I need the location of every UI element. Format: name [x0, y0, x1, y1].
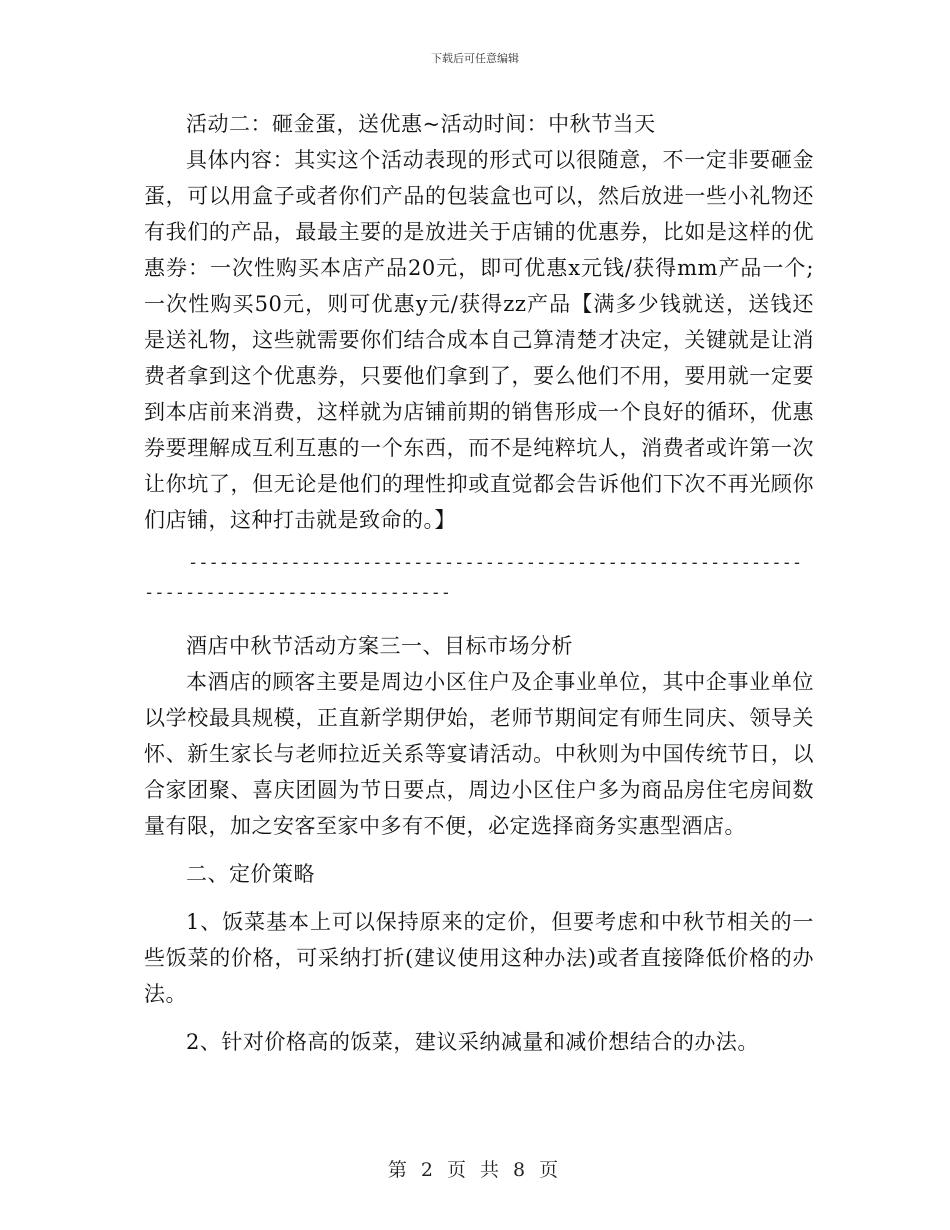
page-header-note: 下载后可任意编辑 — [431, 52, 519, 65]
page-number-footer: 第 2 页 共 8 页 — [387, 1159, 563, 1181]
document-body — [144, 106, 814, 1060]
market-analysis-paragraph: 本酒店的顾客主要是周边小区住户及企事业单位，其中企事业单位以学校最具规模，正直新学期伊始，老师节期间定有师生同庆、领导关怀、新生家长与老师拉近关系等宴请活动。中秋则为中国传统节日，以合家团聚、喜庆团圆为节日要点，周边小区住户多为商品房住宅房间数量有限，加之安客至家中多有不便，必定选择商务实惠型酒店。 — [144, 670, 814, 838]
activity-detail-paragraph: 具体内容：其实这个活动表现的形式可以很随意，不一定非要砸金蛋，可以用盒子或者你们产品的包装盒也可以，然后放进一些小礼物还有我们的产品，最最主要的是放进关于店铺的优惠券，比如是这样的优惠券：一次性购买本店产品20元，即可优惠x元钱/获得mm产品一个;一次性购买50元，则可优惠y元/获得zz产品【满多少钱就送，送钱还是送礼物，这些就需要你们结合成本自己算清楚才决定，关键就是让消费者拿到这个优惠券，只要他们拿到了，要么他们不用，要用就一定要到本店前来消费，这样就为店铺前期的销售形成一个良好的循环，优惠券要理解成互利互惠的一个东西，而不是纯粹坑人，消费者或许第一次让你坑了，但无论是他们的理性抑或直觉都会告诉他们下次不再光顾你们店铺，这种打击就是致命的。】 — [144, 148, 814, 532]
activity-title: 活动二：砸金蛋，送优惠~活动时间：中秋节当天 — [186, 112, 656, 136]
separator-line-2: ------------------------------ — [144, 583, 452, 603]
pricing-heading: 二、定价策略 — [186, 862, 315, 886]
pricing-item-2: 2、针对价格高的饭菜，建议采纳减量和减价想结合的办法。 — [186, 1030, 759, 1054]
section-gap — [144, 608, 814, 628]
separator-line-1: ------------------------------------------------------------ — [188, 553, 803, 573]
plan-title: 酒店中秋节活动方案三一、目标市场分析 — [186, 634, 573, 658]
pricing-item-1: 1、饭菜基本上可以保持原来的定价，但要考虑和中秋节相关的一些饭菜的价格，可采纳打折(建议使用这种办法)或者直接降低价格的办法。 — [144, 910, 814, 1006]
